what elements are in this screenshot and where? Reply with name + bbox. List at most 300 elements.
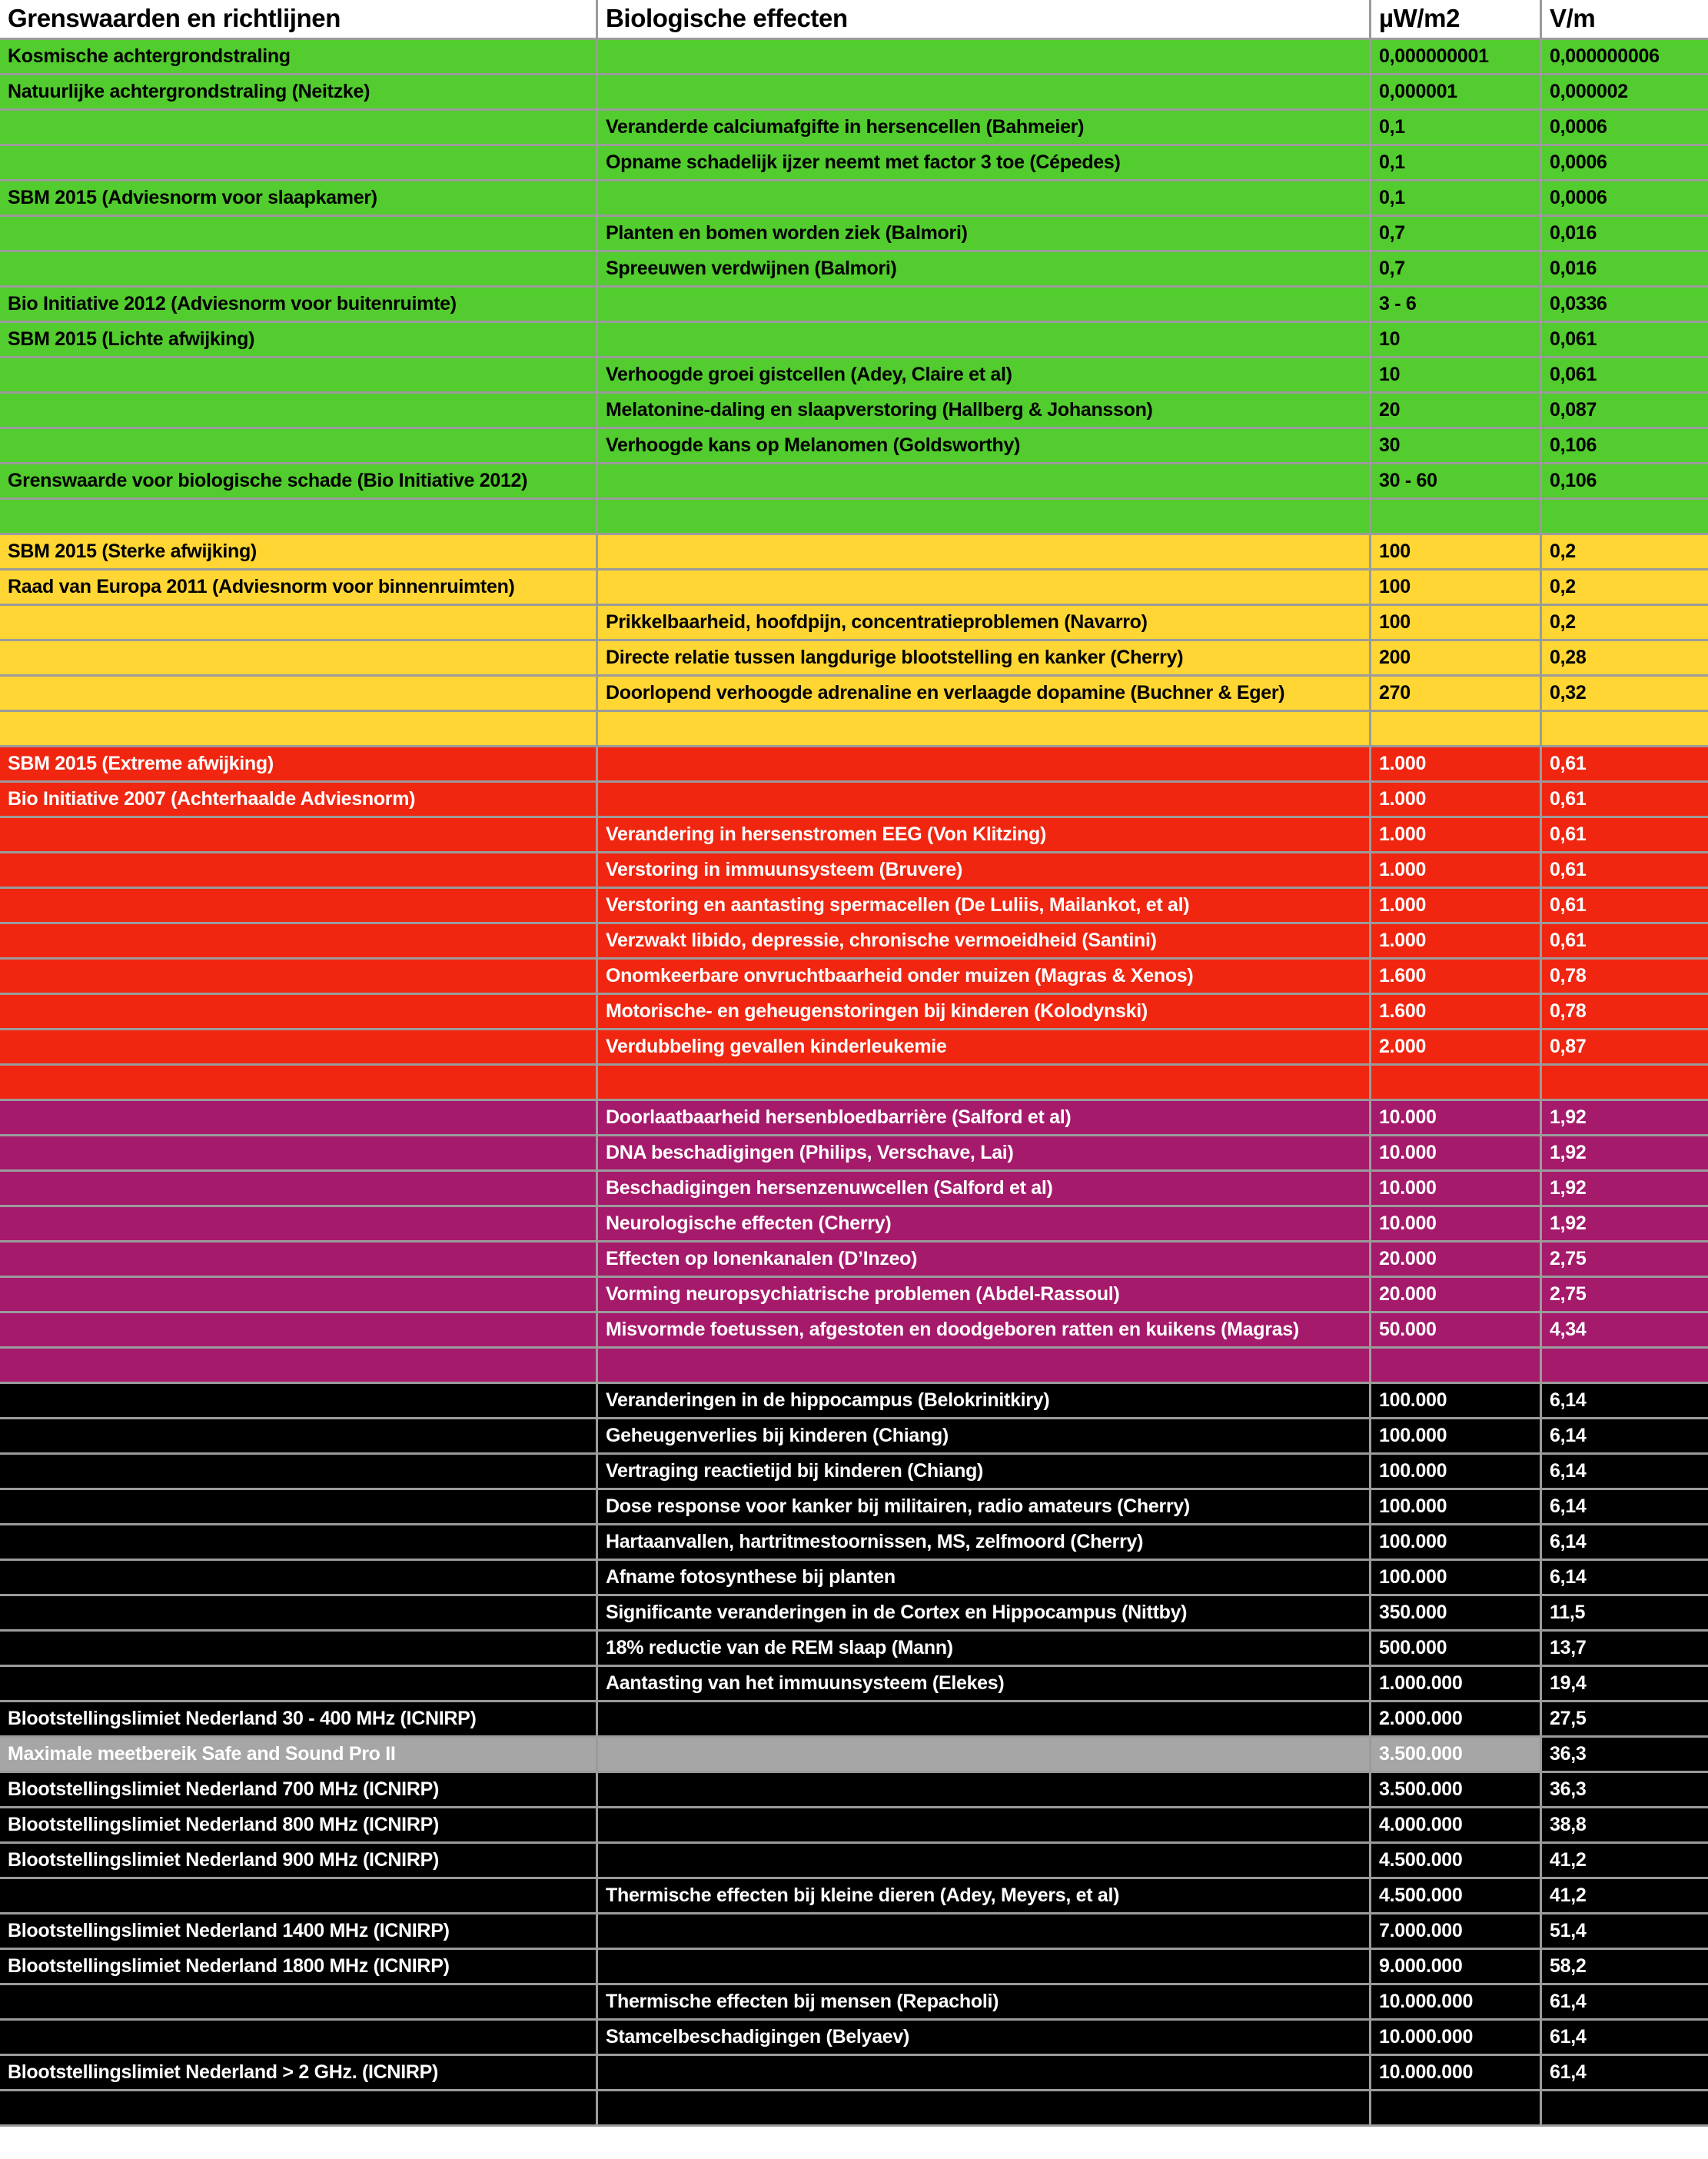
cell-grenswaarden[interactable] bbox=[0, 1490, 598, 1525]
cell-grenswaarden[interactable]: SBM 2015 (Lichte afwijking) bbox=[0, 323, 598, 358]
cell-uwm2[interactable]: 270 bbox=[1371, 677, 1542, 712]
cell-biologische-effect[interactable]: Spreeuwen verdwijnen (Balmori) bbox=[598, 252, 1371, 288]
table-row[interactable] bbox=[0, 1066, 1708, 1101]
cell-grenswaarden[interactable] bbox=[0, 1561, 598, 1596]
cell-vm[interactable]: 61,4 bbox=[1542, 2021, 1708, 2056]
table-row[interactable] bbox=[0, 40, 1708, 75]
table-row[interactable] bbox=[0, 75, 1708, 111]
cell-vm[interactable]: 38,8 bbox=[1542, 1808, 1708, 1844]
table-row[interactable] bbox=[0, 924, 1708, 960]
cell-biologische-effect[interactable]: Stamcelbeschadigingen (Belyaev) bbox=[598, 2021, 1371, 2056]
cell-grenswaarden[interactable]: Natuurlijke achtergrondstraling (Neitzke) bbox=[0, 75, 598, 111]
cell-biologische-effect[interactable]: Misvormde foetussen, afgestoten en doodgeboren ratten en kuikens (Magras) bbox=[598, 1313, 1371, 1349]
cell-biologische-effect[interactable]: 18% reductie van de REM slaap (Mann) bbox=[598, 1632, 1371, 1667]
cell-grenswaarden[interactable] bbox=[0, 1419, 598, 1455]
cell-uwm2[interactable] bbox=[1371, 1349, 1542, 1384]
cell-biologische-effect[interactable]: Neurologische effecten (Cherry) bbox=[598, 1207, 1371, 1243]
table-row[interactable] bbox=[0, 1455, 1708, 1490]
table-row[interactable] bbox=[0, 1985, 1708, 2021]
cell-biologische-effect[interactable]: DNA beschadigingen (Philips, Verschave, Lai) bbox=[598, 1136, 1371, 1172]
cell-vm[interactable]: 0,2 bbox=[1542, 606, 1708, 641]
cell-uwm2[interactable] bbox=[1371, 500, 1542, 535]
cell-biologische-effect[interactable]: Motorische- en geheugenstoringen bij kinderen (Kolodynski) bbox=[598, 995, 1371, 1030]
cell-vm[interactable]: 0,0006 bbox=[1542, 111, 1708, 146]
cell-vm[interactable]: 0,61 bbox=[1542, 853, 1708, 889]
cell-biologische-effect[interactable]: Verstoring en aantasting spermacellen (De Luliis, Mailankot, et al) bbox=[598, 889, 1371, 924]
cell-biologische-effect[interactable] bbox=[598, 1702, 1371, 1738]
cell-grenswaarden[interactable]: Blootstellingslimiet Nederland 800 MHz (ICNIRP) bbox=[0, 1808, 598, 1844]
cell-uwm2[interactable]: 4.500.000 bbox=[1371, 1879, 1542, 1914]
cell-biologische-effect[interactable] bbox=[598, 2091, 1371, 2127]
cell-vm[interactable]: 6,14 bbox=[1542, 1419, 1708, 1455]
cell-vm[interactable]: 58,2 bbox=[1542, 1950, 1708, 1985]
cell-uwm2[interactable]: 2.000.000 bbox=[1371, 1702, 1542, 1738]
cell-biologische-effect[interactable] bbox=[598, 75, 1371, 111]
cell-vm[interactable]: 1,92 bbox=[1542, 1207, 1708, 1243]
cell-grenswaarden[interactable] bbox=[0, 1384, 598, 1419]
cell-biologische-effect[interactable]: Prikkelbaarheid, hoofdpijn, concentratieproblemen (Navarro) bbox=[598, 606, 1371, 641]
cell-vm[interactable]: 36,3 bbox=[1542, 1773, 1708, 1808]
cell-grenswaarden[interactable] bbox=[0, 1985, 598, 2021]
cell-biologische-effect[interactable]: Aantasting van het immuunsysteem (Elekes) bbox=[598, 1667, 1371, 1702]
cell-biologische-effect[interactable] bbox=[598, 500, 1371, 535]
table-row[interactable] bbox=[0, 853, 1708, 889]
table-row[interactable] bbox=[0, 747, 1708, 783]
cell-biologische-effect[interactable]: Significante veranderingen in de Cortex en Hippocampus (Nittby) bbox=[598, 1596, 1371, 1632]
table-row[interactable] bbox=[0, 217, 1708, 252]
cell-biologische-effect[interactable]: Opname schadelijk ijzer neemt met factor 3 toe (Cépedes) bbox=[598, 146, 1371, 181]
cell-uwm2[interactable]: 10.000 bbox=[1371, 1207, 1542, 1243]
cell-uwm2[interactable]: 1.000 bbox=[1371, 747, 1542, 783]
table-row[interactable] bbox=[0, 429, 1708, 464]
cell-vm[interactable]: 0,087 bbox=[1542, 394, 1708, 429]
cell-biologische-effect[interactable] bbox=[598, 464, 1371, 500]
table-row[interactable] bbox=[0, 1207, 1708, 1243]
cell-biologische-effect[interactable] bbox=[598, 1950, 1371, 1985]
cell-biologische-effect[interactable] bbox=[598, 1844, 1371, 1879]
cell-uwm2[interactable]: 1.000 bbox=[1371, 818, 1542, 853]
table-row[interactable] bbox=[0, 1738, 1708, 1773]
cell-biologische-effect[interactable] bbox=[598, 2056, 1371, 2091]
cell-vm[interactable]: 0,61 bbox=[1542, 924, 1708, 960]
cell-grenswaarden[interactable] bbox=[0, 1172, 598, 1207]
cell-biologische-effect[interactable]: Thermische effecten bij mensen (Repacholi) bbox=[598, 1985, 1371, 2021]
cell-uwm2[interactable]: 350.000 bbox=[1371, 1596, 1542, 1632]
cell-grenswaarden[interactable]: Blootstellingslimiet Nederland 1800 MHz (ICNIRP) bbox=[0, 1950, 598, 1985]
cell-grenswaarden[interactable] bbox=[0, 818, 598, 853]
cell-uwm2[interactable]: 500.000 bbox=[1371, 1632, 1542, 1667]
cell-biologische-effect[interactable]: Vertraging reactietijd bij kinderen (Chiang) bbox=[598, 1455, 1371, 1490]
column-header-biologische-effecten: Biologische effecten bbox=[598, 0, 1371, 40]
cell-grenswaarden[interactable]: Kosmische achtergrondstraling bbox=[0, 40, 598, 75]
cell-uwm2[interactable] bbox=[1371, 712, 1542, 747]
cell-grenswaarden[interactable]: SBM 2015 (Adviesnorm voor slaapkamer) bbox=[0, 181, 598, 217]
cell-uwm2[interactable]: 0,000000001 bbox=[1371, 40, 1542, 75]
cell-vm[interactable]: 0,016 bbox=[1542, 252, 1708, 288]
header-row bbox=[0, 0, 1708, 40]
cell-grenswaarden[interactable] bbox=[0, 146, 598, 181]
cell-vm[interactable]: 0,2 bbox=[1542, 571, 1708, 606]
cell-grenswaarden[interactable]: Bio Initiative 2012 (Adviesnorm voor buitenruimte) bbox=[0, 288, 598, 323]
cell-biologische-effect[interactable]: Thermische effecten bij kleine dieren (Adey, Meyers, et al) bbox=[598, 1879, 1371, 1914]
cell-grenswaarden[interactable]: Blootstellingslimiet Nederland 900 MHz (ICNIRP) bbox=[0, 1844, 598, 1879]
cell-vm[interactable]: 0,016 bbox=[1542, 217, 1708, 252]
column-header-vm: V/m bbox=[1542, 0, 1708, 40]
column-header-grenswaarden: Grenswaarden en richtlijnen bbox=[0, 0, 598, 40]
cell-uwm2[interactable]: 1.000 bbox=[1371, 783, 1542, 818]
cell-uwm2[interactable]: 0,000001 bbox=[1371, 75, 1542, 111]
cell-vm[interactable]: 6,14 bbox=[1542, 1561, 1708, 1596]
cell-grenswaarden[interactable] bbox=[0, 1066, 598, 1101]
cell-uwm2[interactable]: 0,1 bbox=[1371, 146, 1542, 181]
cell-biologische-effect[interactable] bbox=[598, 323, 1371, 358]
cell-uwm2[interactable]: 4.500.000 bbox=[1371, 1844, 1542, 1879]
cell-grenswaarden[interactable] bbox=[0, 1313, 598, 1349]
cell-grenswaarden[interactable]: Bio Initiative 2007 (Achterhaalde Adviesnorm) bbox=[0, 783, 598, 818]
cell-uwm2[interactable]: 4.000.000 bbox=[1371, 1808, 1542, 1844]
cell-vm[interactable] bbox=[1542, 500, 1708, 535]
cell-uwm2[interactable]: 9.000.000 bbox=[1371, 1950, 1542, 1985]
cell-vm[interactable]: 0,2 bbox=[1542, 535, 1708, 571]
cell-biologische-effect[interactable] bbox=[598, 1773, 1371, 1808]
table-row[interactable] bbox=[0, 1030, 1708, 1066]
cell-grenswaarden[interactable]: Blootstellingslimiet Nederland 1400 MHz (ICNIRP) bbox=[0, 1914, 598, 1950]
cell-biologische-effect[interactable] bbox=[598, 40, 1371, 75]
cell-biologische-effect[interactable]: Verdubbeling gevallen kinderleukemie bbox=[598, 1030, 1371, 1066]
cell-vm[interactable]: 0,61 bbox=[1542, 783, 1708, 818]
cell-uwm2[interactable]: 100 bbox=[1371, 571, 1542, 606]
cell-uwm2[interactable]: 10.000.000 bbox=[1371, 2056, 1542, 2091]
cell-vm[interactable]: 0,106 bbox=[1542, 464, 1708, 500]
cell-uwm2[interactable]: 100.000 bbox=[1371, 1455, 1542, 1490]
table-row[interactable] bbox=[0, 181, 1708, 217]
cell-biologische-effect[interactable] bbox=[598, 181, 1371, 217]
cell-vm[interactable]: 27,5 bbox=[1542, 1702, 1708, 1738]
cell-vm[interactable]: 41,2 bbox=[1542, 1879, 1708, 1914]
cell-biologische-effect[interactable] bbox=[598, 288, 1371, 323]
cell-biologische-effect[interactable] bbox=[598, 535, 1371, 571]
cell-uwm2[interactable]: 200 bbox=[1371, 641, 1542, 677]
table-row[interactable] bbox=[0, 1101, 1708, 1136]
cell-grenswaarden[interactable] bbox=[0, 217, 598, 252]
cell-vm[interactable]: 0,061 bbox=[1542, 358, 1708, 394]
cell-vm[interactable]: 13,7 bbox=[1542, 1632, 1708, 1667]
cell-grenswaarden[interactable] bbox=[0, 1030, 598, 1066]
cell-biologische-effect[interactable]: Directe relatie tussen langdurige blootstelling en kanker (Cherry) bbox=[598, 641, 1371, 677]
cell-grenswaarden[interactable]: SBM 2015 (Sterke afwijking) bbox=[0, 535, 598, 571]
cell-uwm2[interactable]: 20.000 bbox=[1371, 1243, 1542, 1278]
cell-uwm2[interactable]: 0,7 bbox=[1371, 252, 1542, 288]
cell-uwm2[interactable]: 30 - 60 bbox=[1371, 464, 1542, 500]
cell-vm[interactable]: 0,78 bbox=[1542, 995, 1708, 1030]
cell-grenswaarden[interactable] bbox=[0, 429, 598, 464]
cell-biologische-effect[interactable]: Onomkeerbare onvruchtbaarheid onder muizen (Magras & Xenos) bbox=[598, 960, 1371, 995]
cell-vm[interactable]: 0,106 bbox=[1542, 429, 1708, 464]
table-row[interactable] bbox=[0, 146, 1708, 181]
cell-biologische-effect[interactable]: Verstoring in immuunsysteem (Bruvere) bbox=[598, 853, 1371, 889]
cell-grenswaarden[interactable] bbox=[0, 606, 598, 641]
table-row[interactable] bbox=[0, 2021, 1708, 2056]
cell-grenswaarden[interactable]: Maximale meetbereik Safe and Sound Pro II bbox=[0, 1738, 598, 1773]
cell-grenswaarden[interactable] bbox=[0, 889, 598, 924]
cell-grenswaarden[interactable]: Raad van Europa 2011 (Adviesnorm voor binnenruimten) bbox=[0, 571, 598, 606]
cell-uwm2[interactable]: 7.000.000 bbox=[1371, 1914, 1542, 1950]
cell-vm[interactable]: 6,14 bbox=[1542, 1490, 1708, 1525]
cell-vm[interactable]: 19,4 bbox=[1542, 1667, 1708, 1702]
cell-uwm2[interactable]: 20.000 bbox=[1371, 1278, 1542, 1313]
cell-vm[interactable]: 0,0336 bbox=[1542, 288, 1708, 323]
cell-grenswaarden[interactable] bbox=[0, 1632, 598, 1667]
cell-grenswaarden[interactable] bbox=[0, 960, 598, 995]
cell-grenswaarden[interactable]: Blootstellingslimiet Nederland 30 - 400 MHz (ICNIRP) bbox=[0, 1702, 598, 1738]
cell-grenswaarden[interactable]: Grenswaarde voor biologische schade (Bio Initiative 2012) bbox=[0, 464, 598, 500]
cell-biologische-effect[interactable] bbox=[598, 1738, 1371, 1773]
table-row[interactable] bbox=[0, 252, 1708, 288]
cell-biologische-effect[interactable]: Doorlaatbaarheid hersenbloedbarrière (Salford et al) bbox=[598, 1101, 1371, 1136]
cell-biologische-effect[interactable]: Verzwakt libido, depressie, chronische vermoeidheid (Santini) bbox=[598, 924, 1371, 960]
cell-vm[interactable] bbox=[1542, 712, 1708, 747]
cell-biologische-effect[interactable]: Dose response voor kanker bij militairen, radio amateurs (Cherry) bbox=[598, 1490, 1371, 1525]
cell-uwm2[interactable]: 10.000.000 bbox=[1371, 2021, 1542, 2056]
cell-uwm2[interactable]: 50.000 bbox=[1371, 1313, 1542, 1349]
cell-vm[interactable] bbox=[1542, 1066, 1708, 1101]
cell-uwm2[interactable]: 10.000 bbox=[1371, 1172, 1542, 1207]
cell-uwm2[interactable]: 10.000 bbox=[1371, 1136, 1542, 1172]
table-row[interactable] bbox=[0, 606, 1708, 641]
cell-biologische-effect[interactable] bbox=[598, 1349, 1371, 1384]
table-row[interactable] bbox=[0, 712, 1708, 747]
cell-uwm2[interactable]: 1.000.000 bbox=[1371, 1667, 1542, 1702]
cell-vm[interactable]: 0,000000006 bbox=[1542, 40, 1708, 75]
cell-vm[interactable]: 0,000002 bbox=[1542, 75, 1708, 111]
cell-uwm2[interactable]: 3.500.000 bbox=[1371, 1773, 1542, 1808]
cell-grenswaarden[interactable] bbox=[0, 2091, 598, 2127]
table-row[interactable] bbox=[0, 1667, 1708, 1702]
cell-vm[interactable]: 41,2 bbox=[1542, 1844, 1708, 1879]
cell-biologische-effect[interactable] bbox=[598, 571, 1371, 606]
table-row[interactable] bbox=[0, 464, 1708, 500]
cell-biologische-effect[interactable] bbox=[598, 1808, 1371, 1844]
cell-grenswaarden[interactable] bbox=[0, 1455, 598, 1490]
cell-uwm2[interactable]: 30 bbox=[1371, 429, 1542, 464]
cell-uwm2[interactable]: 100 bbox=[1371, 535, 1542, 571]
cell-uwm2[interactable]: 1.000 bbox=[1371, 889, 1542, 924]
cell-biologische-effect[interactable]: Verhoogde groei gistcellen (Adey, Claire et al) bbox=[598, 358, 1371, 394]
cell-grenswaarden[interactable] bbox=[0, 500, 598, 535]
table-row[interactable] bbox=[0, 1172, 1708, 1207]
cell-uwm2[interactable]: 0,1 bbox=[1371, 181, 1542, 217]
cell-uwm2[interactable] bbox=[1371, 1066, 1542, 1101]
cell-grenswaarden[interactable]: Blootstellingslimiet Nederland 700 MHz (ICNIRP) bbox=[0, 1773, 598, 1808]
cell-uwm2[interactable]: 100.000 bbox=[1371, 1561, 1542, 1596]
table-row[interactable] bbox=[0, 995, 1708, 1030]
cell-grenswaarden[interactable] bbox=[0, 924, 598, 960]
cell-grenswaarden[interactable] bbox=[0, 677, 598, 712]
cell-biologische-effect[interactable] bbox=[598, 1914, 1371, 1950]
cell-vm[interactable]: 11,5 bbox=[1542, 1596, 1708, 1632]
cell-vm[interactable]: 0,061 bbox=[1542, 323, 1708, 358]
cell-biologische-effect[interactable]: Verhoogde kans op Melanomen (Goldsworthy) bbox=[598, 429, 1371, 464]
table-row[interactable] bbox=[0, 1136, 1708, 1172]
cell-uwm2[interactable]: 3.500.000 bbox=[1371, 1738, 1542, 1773]
cell-vm[interactable]: 0,78 bbox=[1542, 960, 1708, 995]
cell-uwm2[interactable]: 100.000 bbox=[1371, 1490, 1542, 1525]
cell-biologische-effect[interactable] bbox=[598, 747, 1371, 783]
cell-grenswaarden[interactable] bbox=[0, 1101, 598, 1136]
cell-uwm2[interactable]: 10 bbox=[1371, 323, 1542, 358]
cell-grenswaarden[interactable] bbox=[0, 712, 598, 747]
cell-biologische-effect[interactable]: Melatonine-daling en slaapverstoring (Hallberg & Johansson) bbox=[598, 394, 1371, 429]
table-row[interactable] bbox=[0, 960, 1708, 995]
table-row[interactable] bbox=[0, 1844, 1708, 1879]
cell-uwm2[interactable]: 100 bbox=[1371, 606, 1542, 641]
cell-vm[interactable]: 36,3 bbox=[1542, 1738, 1708, 1773]
cell-biologische-effect[interactable]: Verandering in hersenstromen EEG (Von Klitzing) bbox=[598, 818, 1371, 853]
cell-grenswaarden[interactable] bbox=[0, 111, 598, 146]
cell-vm[interactable]: 6,14 bbox=[1542, 1525, 1708, 1561]
table-row[interactable] bbox=[0, 1313, 1708, 1349]
table-row[interactable] bbox=[0, 677, 1708, 712]
table-row[interactable] bbox=[0, 500, 1708, 535]
cell-grenswaarden[interactable] bbox=[0, 1879, 598, 1914]
table-row[interactable] bbox=[0, 2056, 1708, 2091]
cell-uwm2[interactable]: 100.000 bbox=[1371, 1384, 1542, 1419]
cell-biologische-effect[interactable]: Beschadigingen hersenzenuwcellen (Salford et al) bbox=[598, 1172, 1371, 1207]
table-row[interactable] bbox=[0, 1950, 1708, 1985]
table-row[interactable] bbox=[0, 783, 1708, 818]
cell-uwm2[interactable]: 10 bbox=[1371, 358, 1542, 394]
table-row[interactable] bbox=[0, 1490, 1708, 1525]
table-row[interactable] bbox=[0, 358, 1708, 394]
cell-uwm2[interactable]: 10.000 bbox=[1371, 1101, 1542, 1136]
table-row[interactable] bbox=[0, 1914, 1708, 1950]
table-row[interactable] bbox=[0, 1702, 1708, 1738]
cell-vm[interactable]: 0,61 bbox=[1542, 818, 1708, 853]
cell-biologische-effect[interactable] bbox=[598, 1066, 1371, 1101]
cell-grenswaarden[interactable] bbox=[0, 252, 598, 288]
cell-uwm2[interactable]: 0,7 bbox=[1371, 217, 1542, 252]
table-row[interactable] bbox=[0, 1632, 1708, 1667]
cell-biologische-effect[interactable]: Planten en bomen worden ziek (Balmori) bbox=[598, 217, 1371, 252]
table-row[interactable] bbox=[0, 1278, 1708, 1313]
table-row[interactable] bbox=[0, 889, 1708, 924]
cell-biologische-effect[interactable]: Hartaanvallen, hartritmestoornissen, MS, zelfmoord (Cherry) bbox=[598, 1525, 1371, 1561]
cell-uwm2[interactable]: 1.000 bbox=[1371, 924, 1542, 960]
table-row[interactable] bbox=[0, 1384, 1708, 1419]
cell-grenswaarden[interactable] bbox=[0, 2021, 598, 2056]
table-row[interactable] bbox=[0, 1349, 1708, 1384]
table-row[interactable] bbox=[0, 1419, 1708, 1455]
table-row[interactable] bbox=[0, 288, 1708, 323]
cell-vm[interactable]: 0,32 bbox=[1542, 677, 1708, 712]
cell-grenswaarden[interactable] bbox=[0, 1667, 598, 1702]
cell-grenswaarden[interactable] bbox=[0, 995, 598, 1030]
cell-biologische-effect[interactable] bbox=[598, 712, 1371, 747]
cell-uwm2[interactable]: 1.000 bbox=[1371, 853, 1542, 889]
cell-grenswaarden[interactable]: SBM 2015 (Extreme afwijking) bbox=[0, 747, 598, 783]
cell-vm[interactable] bbox=[1542, 2091, 1708, 2127]
cell-uwm2[interactable]: 20 bbox=[1371, 394, 1542, 429]
table-row[interactable] bbox=[0, 1525, 1708, 1561]
cell-grenswaarden[interactable] bbox=[0, 1596, 598, 1632]
cell-vm[interactable]: 61,4 bbox=[1542, 1985, 1708, 2021]
cell-grenswaarden[interactable] bbox=[0, 1207, 598, 1243]
cell-uwm2[interactable]: 2.000 bbox=[1371, 1030, 1542, 1066]
cell-biologische-effect[interactable]: Geheugenverlies bij kinderen (Chiang) bbox=[598, 1419, 1371, 1455]
cell-grenswaarden[interactable] bbox=[0, 641, 598, 677]
cell-grenswaarden[interactable] bbox=[0, 1278, 598, 1313]
cell-biologische-effect[interactable] bbox=[598, 783, 1371, 818]
cell-vm[interactable]: 4,34 bbox=[1542, 1313, 1708, 1349]
cell-uwm2[interactable]: 1.600 bbox=[1371, 960, 1542, 995]
cell-vm[interactable]: 61,4 bbox=[1542, 2056, 1708, 2091]
cell-uwm2[interactable]: 1.600 bbox=[1371, 995, 1542, 1030]
cell-grenswaarden[interactable]: Blootstellingslimiet Nederland > 2 GHz. (ICNIRP) bbox=[0, 2056, 598, 2091]
cell-vm[interactable]: 6,14 bbox=[1542, 1455, 1708, 1490]
cell-uwm2[interactable]: 10.000.000 bbox=[1371, 1985, 1542, 2021]
cell-vm[interactable] bbox=[1542, 1349, 1708, 1384]
cell-grenswaarden[interactable] bbox=[0, 358, 598, 394]
cell-vm[interactable]: 0,87 bbox=[1542, 1030, 1708, 1066]
cell-vm[interactable]: 51,4 bbox=[1542, 1914, 1708, 1950]
cell-vm[interactable]: 2,75 bbox=[1542, 1278, 1708, 1313]
cell-uwm2[interactable] bbox=[1371, 2091, 1542, 2127]
table-row[interactable] bbox=[0, 1243, 1708, 1278]
cell-grenswaarden[interactable] bbox=[0, 1136, 598, 1172]
cell-biologische-effect[interactable]: Doorlopend verhoogde adrenaline en verlaagde dopamine (Buchner & Eger) bbox=[598, 677, 1371, 712]
cell-vm[interactable]: 0,61 bbox=[1542, 747, 1708, 783]
cell-grenswaarden[interactable] bbox=[0, 1349, 598, 1384]
table-row[interactable] bbox=[0, 641, 1708, 677]
cell-uwm2[interactable]: 3 - 6 bbox=[1371, 288, 1542, 323]
cell-grenswaarden[interactable] bbox=[0, 1525, 598, 1561]
cell-uwm2[interactable]: 100.000 bbox=[1371, 1525, 1542, 1561]
table-row[interactable] bbox=[0, 1808, 1708, 1844]
table-row[interactable] bbox=[0, 1561, 1708, 1596]
cell-biologische-effect[interactable]: Vorming neuropsychiatrische problemen (Abdel-Rassoul) bbox=[598, 1278, 1371, 1313]
table-row[interactable] bbox=[0, 1879, 1708, 1914]
cell-biologische-effect[interactable]: Afname fotosynthese bij planten bbox=[598, 1561, 1371, 1596]
cell-biologische-effect[interactable]: Effecten op Ionenkanalen (D’Inzeo) bbox=[598, 1243, 1371, 1278]
cell-grenswaarden[interactable] bbox=[0, 1243, 598, 1278]
table-row[interactable] bbox=[0, 1773, 1708, 1808]
cell-vm[interactable]: 1,92 bbox=[1542, 1172, 1708, 1207]
cell-grenswaarden[interactable] bbox=[0, 853, 598, 889]
table-row[interactable] bbox=[0, 111, 1708, 146]
cell-vm[interactable]: 1,92 bbox=[1542, 1136, 1708, 1172]
cell-vm[interactable]: 6,14 bbox=[1542, 1384, 1708, 1419]
table-row[interactable] bbox=[0, 394, 1708, 429]
column-header-uwm2: µW/m2 bbox=[1371, 0, 1542, 40]
table-row[interactable] bbox=[0, 1596, 1708, 1632]
cell-vm[interactable]: 0,28 bbox=[1542, 641, 1708, 677]
cell-vm[interactable]: 0,0006 bbox=[1542, 146, 1708, 181]
cell-vm[interactable]: 2,75 bbox=[1542, 1243, 1708, 1278]
cell-biologische-effect[interactable]: Veranderingen in de hippocampus (Belokrinitkiry) bbox=[598, 1384, 1371, 1419]
cell-biologische-effect[interactable]: Veranderde calciumafgifte in hersencellen (Bahmeier) bbox=[598, 111, 1371, 146]
cell-uwm2[interactable]: 0,1 bbox=[1371, 111, 1542, 146]
table-row[interactable] bbox=[0, 2091, 1708, 2127]
table-row[interactable] bbox=[0, 535, 1708, 571]
cell-vm[interactable]: 0,0006 bbox=[1542, 181, 1708, 217]
cell-uwm2[interactable]: 100.000 bbox=[1371, 1419, 1542, 1455]
cell-grenswaarden[interactable] bbox=[0, 394, 598, 429]
table-row[interactable] bbox=[0, 571, 1708, 606]
cell-vm[interactable]: 0,61 bbox=[1542, 889, 1708, 924]
cell-vm[interactable]: 1,92 bbox=[1542, 1101, 1708, 1136]
table-row[interactable] bbox=[0, 818, 1708, 853]
table-row[interactable] bbox=[0, 323, 1708, 358]
